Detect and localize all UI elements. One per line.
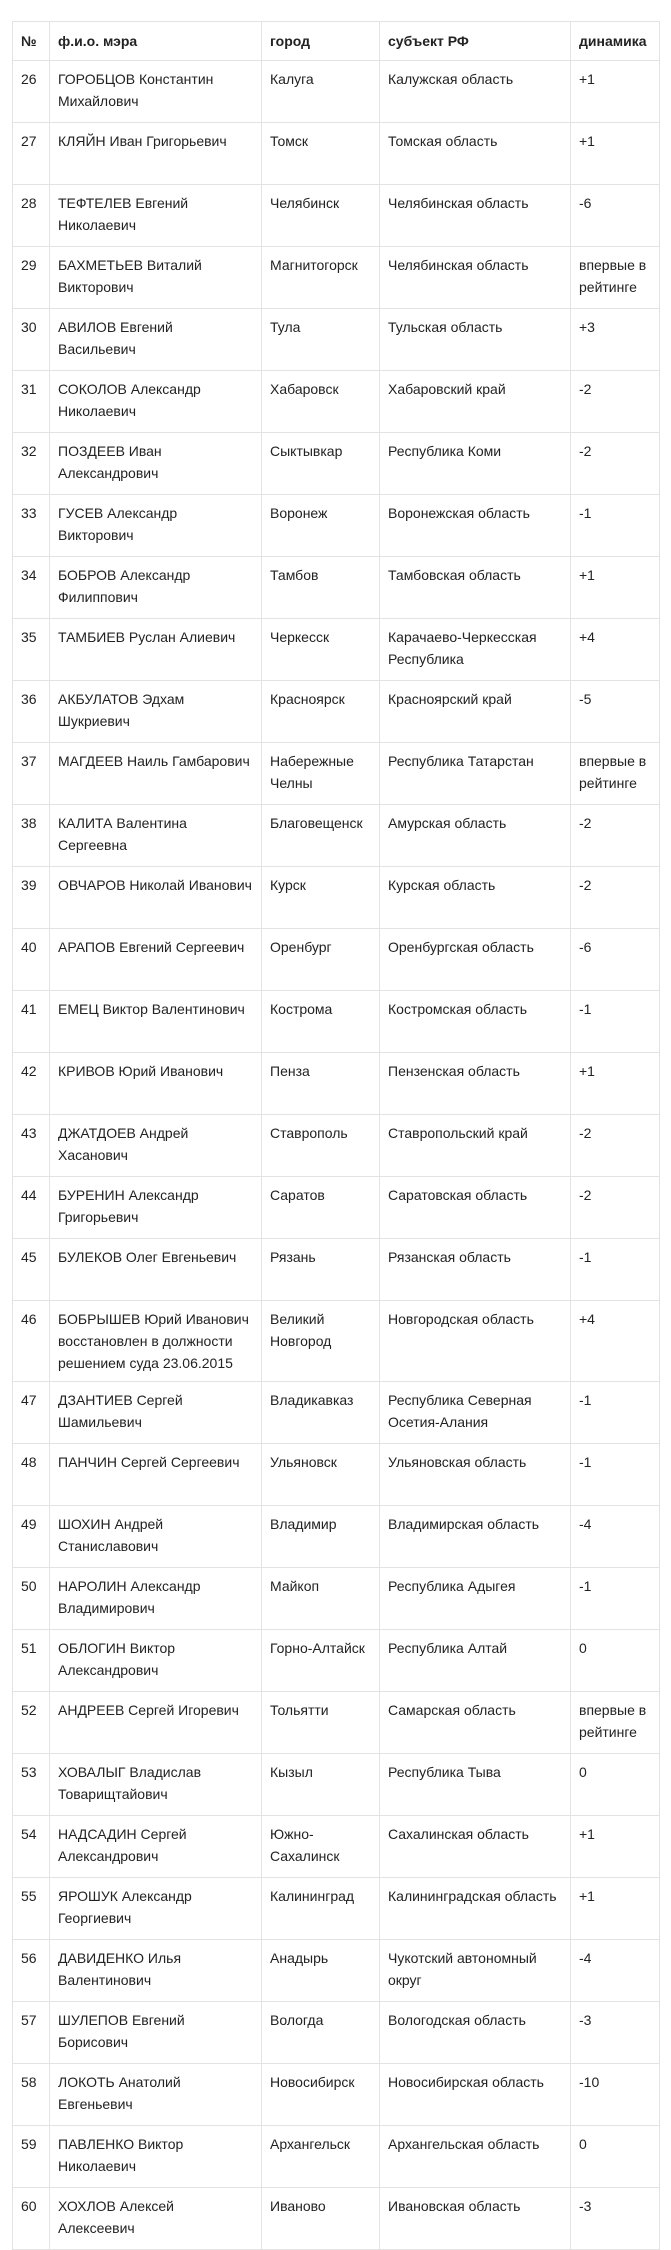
table-row bbox=[13, 1940, 660, 2002]
cell-region: Сахалинская область bbox=[380, 1816, 571, 1878]
table-row bbox=[13, 681, 660, 743]
cell-region: Ставропольский край bbox=[380, 1115, 571, 1177]
cell-dynamics: -1 bbox=[571, 1568, 660, 1630]
cell-region: Костромская область bbox=[380, 991, 571, 1053]
cell-num: 35 bbox=[13, 619, 50, 681]
table-row bbox=[13, 557, 660, 619]
cell-mayor-name: КЛЯЙН Иван Григорьевич bbox=[50, 123, 262, 185]
cell-num: 59 bbox=[13, 2126, 50, 2188]
cell-region: Владимирская область bbox=[380, 1506, 571, 1568]
cell-dynamics: 0 bbox=[571, 1754, 660, 1816]
cell-mayor-name: ПАВЛЕНКО Виктор Николаевич bbox=[50, 2126, 262, 2188]
table-row bbox=[13, 1506, 660, 1568]
table-row bbox=[13, 1177, 660, 1239]
cell-city: Курск bbox=[262, 867, 380, 929]
table-row bbox=[13, 1754, 660, 1816]
table-row bbox=[13, 929, 660, 991]
cell-dynamics: +4 bbox=[571, 619, 660, 681]
cell-city: Вологда bbox=[262, 2002, 380, 2064]
cell-mayor-name: ДАВИДЕНКО Илья Валентинович bbox=[50, 1940, 262, 2002]
cell-mayor-name: ПОЗДЕЕВ Иван Александрович bbox=[50, 433, 262, 495]
cell-city: Калининград bbox=[262, 1878, 380, 1940]
cell-mayor-name: ГОРОБЦОВ Константин Михайлович bbox=[50, 61, 262, 123]
table-row bbox=[13, 2064, 660, 2126]
table-row bbox=[13, 743, 660, 805]
cell-num: 40 bbox=[13, 929, 50, 991]
table-row bbox=[13, 1444, 660, 1506]
cell-region: Саратовская область bbox=[380, 1177, 571, 1239]
cell-num: 56 bbox=[13, 1940, 50, 2002]
cell-num: 55 bbox=[13, 1878, 50, 1940]
cell-mayor-name: ЯРОШУК Александр Георгиевич bbox=[50, 1878, 262, 1940]
cell-mayor-name: АКБУЛАТОВ Эдхам Шукриевич bbox=[50, 681, 262, 743]
cell-region: Челябинская область bbox=[380, 185, 571, 247]
header-dynamics: динамика bbox=[571, 22, 660, 61]
cell-dynamics: +3 bbox=[571, 309, 660, 371]
cell-num: 41 bbox=[13, 991, 50, 1053]
table-row bbox=[13, 2126, 660, 2188]
cell-region: Самарская область bbox=[380, 1692, 571, 1754]
cell-num: 53 bbox=[13, 1754, 50, 1816]
cell-mayor-name: ПАНЧИН Сергей Сергеевич bbox=[50, 1444, 262, 1506]
cell-region: Новгородская область bbox=[380, 1301, 571, 1382]
cell-dynamics: -2 bbox=[571, 1177, 660, 1239]
cell-mayor-name: ТЕФТЕЛЕВ Евгений Николаевич bbox=[50, 185, 262, 247]
cell-region: Новосибирская область bbox=[380, 2064, 571, 2126]
cell-region: Оренбургская область bbox=[380, 929, 571, 991]
cell-num: 57 bbox=[13, 2002, 50, 2064]
cell-num: 29 bbox=[13, 247, 50, 309]
header-row bbox=[13, 22, 660, 61]
table-row bbox=[13, 1568, 660, 1630]
cell-region: Воронежская область bbox=[380, 495, 571, 557]
table-row bbox=[13, 1630, 660, 1692]
cell-dynamics: -4 bbox=[571, 1506, 660, 1568]
header-region: субъект РФ bbox=[380, 22, 571, 61]
cell-mayor-name: КРИВОВ Юрий Иванович bbox=[50, 1053, 262, 1115]
table-row bbox=[13, 1053, 660, 1115]
cell-mayor-name: ГУСЕВ Александр Викторович bbox=[50, 495, 262, 557]
cell-num: 46 bbox=[13, 1301, 50, 1382]
cell-num: 31 bbox=[13, 371, 50, 433]
cell-region: Архангельская область bbox=[380, 2126, 571, 2188]
cell-dynamics: -3 bbox=[571, 2002, 660, 2064]
table-row bbox=[13, 309, 660, 371]
cell-mayor-name: ХОВАЛЫГ Владислав Товарищтайович bbox=[50, 1754, 262, 1816]
cell-region: Чукотский автономный округ bbox=[380, 1940, 571, 2002]
cell-mayor-name: БАХМЕТЬЕВ Виталий Викторович bbox=[50, 247, 262, 309]
cell-mayor-name: ЕМЕЦ Виктор Валентинович bbox=[50, 991, 262, 1053]
cell-city: Набережные Челны bbox=[262, 743, 380, 805]
cell-dynamics: -2 bbox=[571, 1115, 660, 1177]
cell-mayor-name: АРАПОВ Евгений Сергеевич bbox=[50, 929, 262, 991]
cell-mayor-name: ДЗАНТИЕВ Сергей Шамильевич bbox=[50, 1382, 262, 1444]
table-row bbox=[13, 1115, 660, 1177]
cell-city: Великий Новгород bbox=[262, 1301, 380, 1382]
cell-city: Сыктывкар bbox=[262, 433, 380, 495]
cell-num: 52 bbox=[13, 1692, 50, 1754]
cell-dynamics: впервые в рейтинге bbox=[571, 1692, 660, 1754]
cell-city: Калуга bbox=[262, 61, 380, 123]
cell-city: Воронеж bbox=[262, 495, 380, 557]
cell-mayor-name: БОБРОВ Александр Филиппович bbox=[50, 557, 262, 619]
table-row bbox=[13, 805, 660, 867]
cell-dynamics: -1 bbox=[571, 1444, 660, 1506]
cell-dynamics: -2 bbox=[571, 867, 660, 929]
cell-num: 58 bbox=[13, 2064, 50, 2126]
cell-mayor-name: БУРЕНИН Александр Григорьевич bbox=[50, 1177, 262, 1239]
cell-dynamics: -2 bbox=[571, 805, 660, 867]
cell-num: 38 bbox=[13, 805, 50, 867]
header-num: № bbox=[13, 22, 50, 61]
cell-num: 60 bbox=[13, 2188, 50, 2250]
cell-region: Рязанская область bbox=[380, 1239, 571, 1301]
cell-num: 44 bbox=[13, 1177, 50, 1239]
header-name: ф.и.о. мэра bbox=[50, 22, 262, 61]
cell-city: Красноярск bbox=[262, 681, 380, 743]
cell-mayor-name: СОКОЛОВ Александр Николаевич bbox=[50, 371, 262, 433]
cell-city: Благовещенск bbox=[262, 805, 380, 867]
cell-city: Саратов bbox=[262, 1177, 380, 1239]
cell-num: 48 bbox=[13, 1444, 50, 1506]
cell-city: Челябинск bbox=[262, 185, 380, 247]
cell-city: Владимир bbox=[262, 1506, 380, 1568]
cell-dynamics: впервые в рейтинге bbox=[571, 743, 660, 805]
table-row bbox=[13, 991, 660, 1053]
cell-city: Новосибирск bbox=[262, 2064, 380, 2126]
cell-city: Ставрополь bbox=[262, 1115, 380, 1177]
cell-dynamics: +4 bbox=[571, 1301, 660, 1382]
cell-dynamics: -1 bbox=[571, 1382, 660, 1444]
cell-city: Южно-Сахалинск bbox=[262, 1816, 380, 1878]
cell-mayor-name: ШУЛЕПОВ Евгений Борисович bbox=[50, 2002, 262, 2064]
table-body bbox=[13, 61, 660, 2250]
cell-mayor-name: БУЛЕКОВ Олег Евгеньевич bbox=[50, 1239, 262, 1301]
cell-city: Ульяновск bbox=[262, 1444, 380, 1506]
cell-region: Вологодская область bbox=[380, 2002, 571, 2064]
cell-mayor-name: КАЛИТА Валентина Сергеевна bbox=[50, 805, 262, 867]
cell-region: Республика Татарстан bbox=[380, 743, 571, 805]
cell-num: 43 bbox=[13, 1115, 50, 1177]
cell-region: Калининградская область bbox=[380, 1878, 571, 1940]
cell-mayor-name: ОБЛОГИН Виктор Александрович bbox=[50, 1630, 262, 1692]
cell-dynamics: +1 bbox=[571, 1878, 660, 1940]
table-row bbox=[13, 2002, 660, 2064]
cell-region: Республика Северная Осетия-Алания bbox=[380, 1382, 571, 1444]
cell-region: Тамбовская область bbox=[380, 557, 571, 619]
cell-mayor-name: НАДСАДИН Сергей Александрович bbox=[50, 1816, 262, 1878]
table-row bbox=[13, 247, 660, 309]
cell-region: Республика Алтай bbox=[380, 1630, 571, 1692]
header-city: город bbox=[262, 22, 380, 61]
cell-mayor-name: АНДРЕЕВ Сергей Игоревич bbox=[50, 1692, 262, 1754]
cell-city: Тула bbox=[262, 309, 380, 371]
cell-region: Республика Коми bbox=[380, 433, 571, 495]
cell-dynamics: -6 bbox=[571, 929, 660, 991]
table-row bbox=[13, 1816, 660, 1878]
cell-city: Рязань bbox=[262, 1239, 380, 1301]
cell-dynamics: -3 bbox=[571, 2188, 660, 2250]
cell-region: Хабаровский край bbox=[380, 371, 571, 433]
cell-mayor-name: ДЖАТДОЕВ Андрей Хасанович bbox=[50, 1115, 262, 1177]
cell-mayor-name: ТАМБИЕВ Руслан Алиевич bbox=[50, 619, 262, 681]
cell-city: Оренбург bbox=[262, 929, 380, 991]
table-row bbox=[13, 619, 660, 681]
cell-num: 50 bbox=[13, 1568, 50, 1630]
table-row bbox=[13, 1301, 660, 1382]
cell-dynamics: -1 bbox=[571, 1239, 660, 1301]
cell-dynamics: +1 bbox=[571, 1816, 660, 1878]
cell-region: Республика Адыгея bbox=[380, 1568, 571, 1630]
cell-city: Тольятти bbox=[262, 1692, 380, 1754]
cell-num: 32 bbox=[13, 433, 50, 495]
cell-mayor-name: МАГДЕЕВ Наиль Гамбарович bbox=[50, 743, 262, 805]
cell-dynamics: 0 bbox=[571, 1630, 660, 1692]
table-row bbox=[13, 1878, 660, 1940]
table-row bbox=[13, 185, 660, 247]
cell-num: 47 bbox=[13, 1382, 50, 1444]
table-header bbox=[13, 22, 660, 61]
cell-dynamics: -4 bbox=[571, 1940, 660, 2002]
cell-region: Ивановская область bbox=[380, 2188, 571, 2250]
cell-city: Томск bbox=[262, 123, 380, 185]
cell-num: 33 bbox=[13, 495, 50, 557]
table-row bbox=[13, 61, 660, 123]
table-row bbox=[13, 123, 660, 185]
cell-num: 30 bbox=[13, 309, 50, 371]
cell-city: Черкесск bbox=[262, 619, 380, 681]
cell-region: Курская область bbox=[380, 867, 571, 929]
cell-num: 37 bbox=[13, 743, 50, 805]
cell-mayor-name: АВИЛОВ Евгений Васильевич bbox=[50, 309, 262, 371]
table-row bbox=[13, 1382, 660, 1444]
table-row bbox=[13, 433, 660, 495]
cell-dynamics: +1 bbox=[571, 61, 660, 123]
cell-mayor-name: БОБРЫШЕВ Юрий Иванович восстановлен в должности решением суда 23.06.2015 bbox=[50, 1301, 262, 1382]
table-row bbox=[13, 371, 660, 433]
cell-dynamics: впервые в рейтинге bbox=[571, 247, 660, 309]
cell-city: Тамбов bbox=[262, 557, 380, 619]
cell-region: Красноярский край bbox=[380, 681, 571, 743]
cell-city: Магнитогорск bbox=[262, 247, 380, 309]
cell-dynamics: +1 bbox=[571, 1053, 660, 1115]
mayor-rating-table bbox=[12, 21, 660, 2250]
cell-city: Архангельск bbox=[262, 2126, 380, 2188]
cell-city: Горно-Алтайск bbox=[262, 1630, 380, 1692]
cell-num: 45 bbox=[13, 1239, 50, 1301]
cell-num: 54 bbox=[13, 1816, 50, 1878]
cell-mayor-name: НАРОЛИН Александр Владимирович bbox=[50, 1568, 262, 1630]
table-row bbox=[13, 867, 660, 929]
cell-region: Томская область bbox=[380, 123, 571, 185]
cell-num: 49 bbox=[13, 1506, 50, 1568]
cell-dynamics: 0 bbox=[571, 2126, 660, 2188]
cell-region: Пензенская область bbox=[380, 1053, 571, 1115]
cell-region: Калужская область bbox=[380, 61, 571, 123]
cell-dynamics: -5 bbox=[571, 681, 660, 743]
cell-dynamics: -1 bbox=[571, 991, 660, 1053]
cell-region: Амурская область bbox=[380, 805, 571, 867]
cell-city: Иваново bbox=[262, 2188, 380, 2250]
cell-city: Кострома bbox=[262, 991, 380, 1053]
cell-city: Пенза bbox=[262, 1053, 380, 1115]
cell-city: Анадырь bbox=[262, 1940, 380, 2002]
table-row bbox=[13, 1692, 660, 1754]
table-row bbox=[13, 2188, 660, 2250]
table-row bbox=[13, 1239, 660, 1301]
cell-num: 42 bbox=[13, 1053, 50, 1115]
cell-num: 26 bbox=[13, 61, 50, 123]
cell-region: Тульская область bbox=[380, 309, 571, 371]
cell-city: Кызыл bbox=[262, 1754, 380, 1816]
cell-num: 34 bbox=[13, 557, 50, 619]
cell-region: Ульяновская область bbox=[380, 1444, 571, 1506]
cell-city: Хабаровск bbox=[262, 371, 380, 433]
cell-region: Республика Тыва bbox=[380, 1754, 571, 1816]
cell-mayor-name: ЛОКОТЬ Анатолий Евгеньевич bbox=[50, 2064, 262, 2126]
cell-num: 51 bbox=[13, 1630, 50, 1692]
cell-dynamics: +1 bbox=[571, 123, 660, 185]
cell-mayor-name: ОВЧАРОВ Николай Иванович bbox=[50, 867, 262, 929]
cell-dynamics: +1 bbox=[571, 557, 660, 619]
cell-num: 28 bbox=[13, 185, 50, 247]
cell-city: Майкоп bbox=[262, 1568, 380, 1630]
table-row bbox=[13, 495, 660, 557]
cell-dynamics: -2 bbox=[571, 371, 660, 433]
cell-dynamics: -1 bbox=[571, 495, 660, 557]
cell-mayor-name: ХОХЛОВ Алексей Алексеевич bbox=[50, 2188, 262, 2250]
cell-dynamics: -6 bbox=[571, 185, 660, 247]
cell-region: Челябинская область bbox=[380, 247, 571, 309]
cell-region: Карачаево-Черкесская Республика bbox=[380, 619, 571, 681]
cell-num: 27 bbox=[13, 123, 50, 185]
cell-city: Владикавказ bbox=[262, 1382, 380, 1444]
cell-dynamics: -2 bbox=[571, 433, 660, 495]
cell-mayor-name: ШОХИН Андрей Станиславович bbox=[50, 1506, 262, 1568]
cell-num: 39 bbox=[13, 867, 50, 929]
cell-dynamics: -10 bbox=[571, 2064, 660, 2126]
cell-num: 36 bbox=[13, 681, 50, 743]
